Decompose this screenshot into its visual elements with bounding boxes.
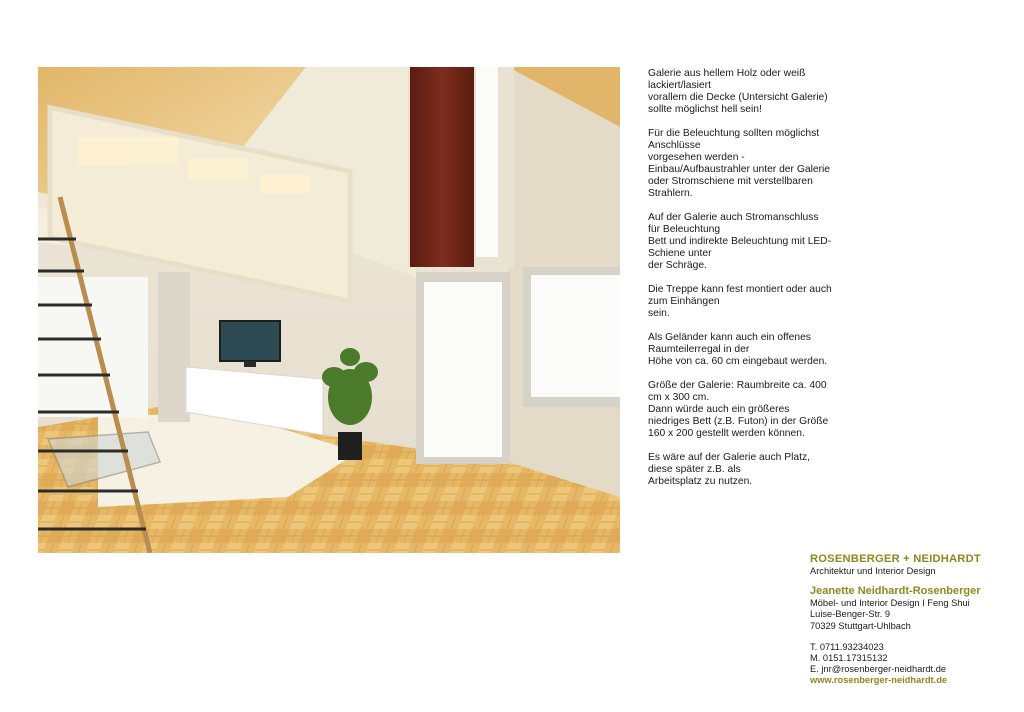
note-paragraph: Galerie aus hellem Holz oder weiß lackiert/lasiert vorallem die Decke (Untersicht Galerie) sollte möglichst hell sein!	[648, 68, 828, 115]
note-paragraph: Für die Beleuchtung sollten möglichst Anschlüsse vorgesehen werden - Einbau/Aufbaustrahler unter der Galerie oder Stromschiene mit verstellbaren Strahlern.	[648, 128, 831, 199]
email-address[interactable]: E. jnr@rosenberger-neidhardt.de	[810, 664, 947, 675]
website-link[interactable]: www.rosenberger-neidhardt.de	[810, 675, 948, 686]
note-paragraph: Auf der Galerie auch Stromanschluss für Beleuchtung Bett und indirekte Beleuchtung mit LED- Schiene unter der Schräge.	[648, 212, 832, 271]
phone-number: T. 0711.93234023	[810, 641, 884, 652]
person-subtitle: Möbel- und Interior Design I Feng Shui	[810, 598, 970, 609]
contact-footer	[810, 553, 1015, 687]
person-name: Jeanette Neidhardt-Rosenberger	[810, 585, 981, 598]
firm-subtitle: Architektur und Interior Design	[810, 566, 936, 576]
note-paragraph: Es wäre auf der Galerie auch Platz, diese später z.B. als Arbeitsplatz zu nutzen.	[648, 452, 810, 487]
note-paragraph: Die Treppe kann fest montiert oder auch zum Einhängen sein.	[648, 284, 832, 319]
street-address: Luise-Benger-Str. 9	[810, 609, 891, 620]
note-paragraph: Als Geländer kann auch ein offenes Raumteilerregal in der Höhe von ca. 60 cm eingebaut werden.	[648, 332, 828, 367]
note-paragraph: Größe der Galerie: Raumbreite ca. 400 cm x 300 cm. Dann würde auch ein größeres niedriges Bett (z.B. Futon) in der Größe 160 x 200 gestellt werden können.	[648, 380, 829, 439]
firm-name: ROSENBERGER + NEIDHARDT	[810, 553, 981, 565]
city-address: 70329 Stuttgart-Uhlbach	[810, 620, 911, 631]
notes-column	[648, 68, 858, 500]
mobile-number: M. 0151.17315132	[810, 653, 888, 664]
interior-rendering	[38, 67, 620, 553]
